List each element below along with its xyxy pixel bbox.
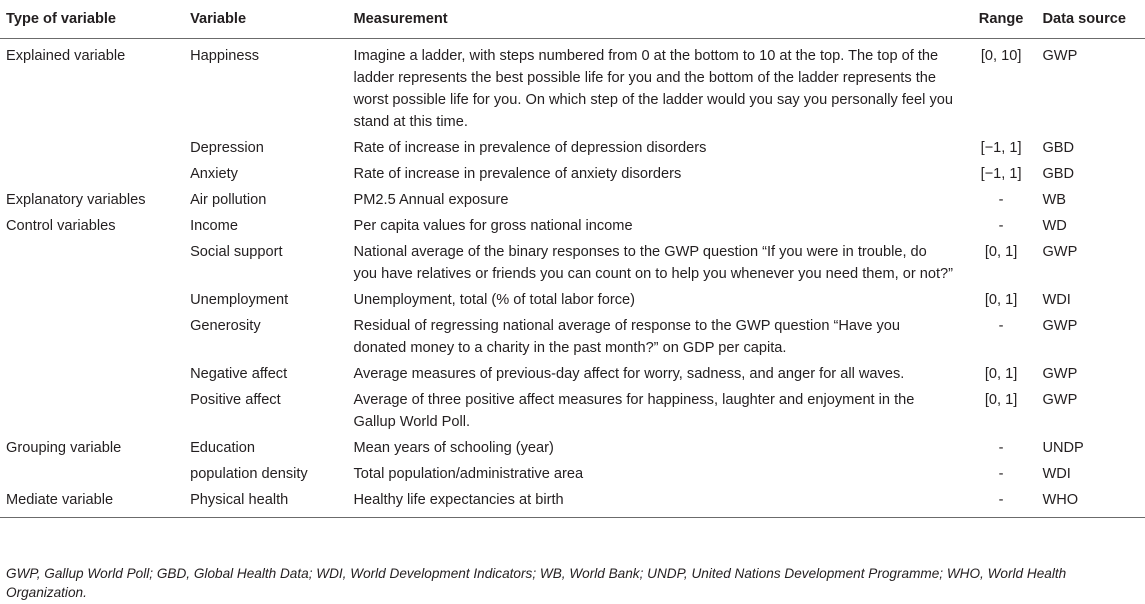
cell-type: Mediate variable (0, 489, 190, 518)
cell-variable: Depression (190, 140, 264, 156)
cell-source: GWP (1042, 48, 1078, 64)
header-source: Data source (1042, 8, 1145, 39)
cell-measurement: National average of the binary responses to the GWP question “If you were in trouble, do you have relatives or friends you can count on to help you whenever you need them, or not?” (353, 244, 954, 282)
cell-measurement: Residual of regressing national average of response to the GWP question “Have you donated money to a charity in the past month?” on GDP per capita. (353, 318, 901, 356)
cell-measurement: Average of three positive affect measures for happiness, laughter and enjoyment in the Gallup World Poll. (353, 392, 915, 430)
header-measurement: Measurement (354, 8, 960, 39)
header-range: Range (960, 8, 1043, 39)
cell-variable: Social support (190, 244, 283, 260)
table-row (0, 289, 1145, 315)
table-row (0, 315, 1145, 363)
cell-range: - (998, 192, 1004, 208)
table-row (0, 137, 1145, 163)
cell-measurement: Rate of increase in prevalence of anxiety disorders (353, 166, 682, 182)
cell-measurement: Healthy life expectancies at birth (354, 489, 960, 518)
cell-type (0, 163, 190, 189)
cell-measurement: Unemployment, total (% of total labor force) (353, 292, 635, 308)
cell-measurement: Imagine a ladder, with steps numbered from 0 at the bottom to 10 at the top. The top of the ladder represents the best possible life for you and the bottom of the ladder represents the worst possible life for you. On which step of the ladder would you say you personally feel you stand at this time. (353, 48, 953, 130)
cell-source: WDI (1042, 292, 1071, 308)
table-row (0, 163, 1145, 189)
cell-variable: Education (190, 440, 255, 456)
table-row (0, 39, 1145, 138)
cell-range: - (960, 489, 1043, 518)
table-row (0, 437, 1145, 463)
cell-source: WD (1042, 218, 1067, 234)
cell-type: Control variables (6, 218, 116, 234)
cell-type (0, 389, 190, 437)
cell-type (0, 241, 190, 289)
cell-type (0, 463, 190, 489)
table-row (0, 189, 1145, 215)
cell-variable: population density (190, 466, 308, 482)
cell-range: [0, 1] (984, 392, 1018, 408)
table-row (0, 463, 1145, 489)
header-type: Type of variable (0, 8, 190, 39)
table-row (0, 241, 1145, 289)
cell-type (0, 137, 190, 163)
table-header (0, 8, 1145, 39)
cell-variable: Income (190, 218, 238, 234)
cell-source: WB (1042, 192, 1066, 208)
cell-source: UNDP (1042, 440, 1084, 456)
cell-variable: Happiness (190, 48, 260, 64)
cell-source: GWP (1042, 366, 1078, 382)
cell-variable: Generosity (190, 318, 261, 334)
table-row (0, 389, 1145, 437)
cell-variable: Negative affect (190, 366, 288, 382)
table-row (0, 215, 1145, 241)
cell-source: GBD (1042, 166, 1075, 182)
cell-range: [0, 1] (984, 366, 1018, 382)
cell-source: GWP (1042, 392, 1078, 408)
cell-range: - (998, 466, 1004, 482)
header-variable: Variable (190, 8, 353, 39)
cell-range: [−1, 1] (980, 166, 1022, 182)
cell-measurement: PM2.5 Annual exposure (353, 192, 509, 208)
cell-source: GBD (1042, 140, 1075, 156)
cell-source: GWP (1042, 244, 1078, 260)
cell-measurement: Rate of increase in prevalence of depression disorders (353, 140, 707, 156)
cell-range: - (998, 440, 1004, 456)
header-row (0, 8, 1145, 39)
cell-source: WHO (1042, 489, 1145, 518)
cell-measurement: Average measures of previous-day affect for worry, sadness, and anger for all waves. (353, 366, 905, 382)
cell-measurement: Total population/administrative area (353, 466, 584, 482)
table-row (0, 363, 1145, 389)
cell-variable: Anxiety (190, 166, 238, 182)
cell-measurement: Mean years of schooling (year) (353, 440, 554, 456)
cell-type (0, 315, 190, 363)
cell-variable: Air pollution (190, 192, 267, 208)
cell-range: [0, 10] (980, 48, 1022, 64)
cell-type: Grouping variable (6, 440, 122, 456)
table-body (0, 39, 1145, 518)
cell-range: - (998, 218, 1004, 234)
cell-measurement: Per capita values for gross national income (353, 218, 633, 234)
cell-variable: Positive affect (190, 392, 281, 408)
variables-table (0, 8, 1145, 518)
cell-type: Explained variable (6, 48, 126, 64)
cell-variable: Physical health (190, 489, 353, 518)
cell-type (0, 289, 190, 315)
cell-type: Explanatory variables (6, 192, 146, 208)
cell-range: - (998, 318, 1004, 334)
cell-range: [−1, 1] (980, 140, 1022, 156)
cell-type (0, 363, 190, 389)
cell-range: [0, 1] (984, 244, 1018, 260)
cell-source: GWP (1042, 318, 1078, 334)
cell-range: [0, 1] (984, 292, 1018, 308)
cell-source: WDI (1042, 466, 1071, 482)
table-row (0, 489, 1145, 518)
table-footnote: GWP, Gallup World Poll; GBD, Global Health Data; WDI, World Development Indicators; WB, World Bank; UNDP, United Nations Development Programme; WHO, World Health Organization. (6, 566, 1067, 600)
cell-variable: Unemployment (190, 292, 289, 308)
